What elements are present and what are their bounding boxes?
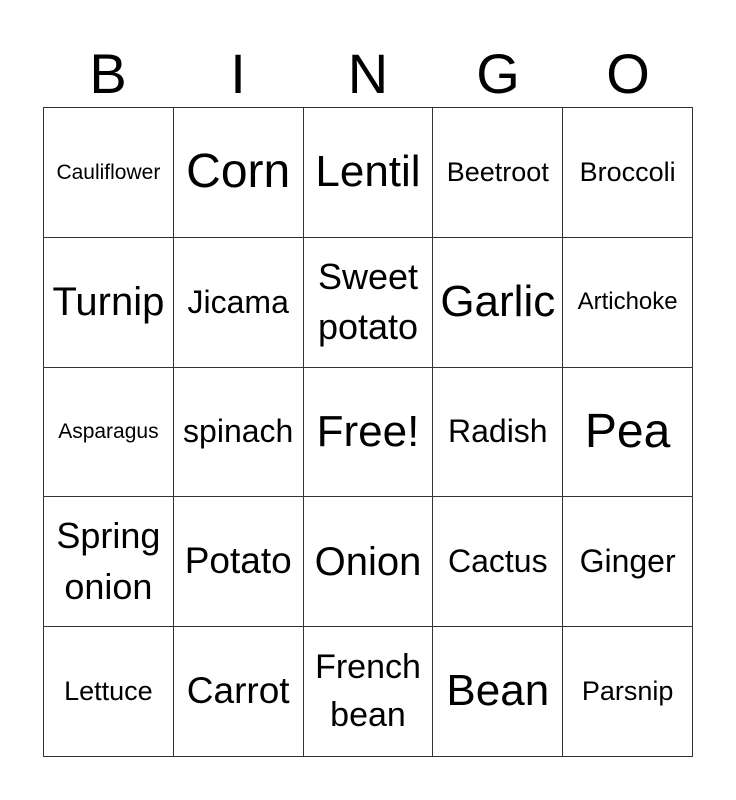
bingo-cell[interactable] (433, 368, 563, 498)
bingo-cell[interactable] (433, 497, 563, 627)
cell-label: Lentil (315, 147, 421, 197)
bingo-cell[interactable] (44, 108, 174, 238)
bingo-cell[interactable] (304, 108, 434, 238)
cell-label: Sweet potato (317, 255, 419, 348)
bingo-cell[interactable] (433, 238, 563, 368)
cell-label: Carrot (186, 670, 290, 712)
bingo-cell[interactable] (174, 238, 304, 368)
cell-label: Ginger (579, 543, 676, 580)
bingo-cell[interactable] (44, 238, 174, 368)
bingo-cell[interactable] (563, 627, 693, 757)
free-space: Free! (316, 406, 420, 456)
bingo-cell[interactable] (563, 238, 693, 368)
cell-label: Radish (447, 413, 548, 450)
bingo-cell[interactable] (433, 108, 563, 238)
cell-label: Jicama (187, 283, 289, 320)
bingo-cell[interactable] (304, 627, 434, 757)
cell-label: Cactus (447, 543, 548, 580)
cell-label: Garlic (440, 277, 556, 326)
cell-label: French bean (315, 648, 421, 734)
cell-label: Potato (184, 540, 292, 582)
header-letter-o: O (606, 42, 650, 105)
bingo-cell[interactable] (174, 108, 304, 238)
bingo-cell[interactable] (304, 238, 434, 368)
header-letter-n: N (347, 42, 389, 105)
bingo-cell[interactable] (44, 368, 174, 498)
cell-label: Cauliflower (56, 160, 161, 184)
bingo-cell[interactable] (304, 497, 434, 627)
bingo-cell[interactable] (563, 497, 693, 627)
cell-label: Parsnip (581, 675, 674, 706)
bingo-cell[interactable] (433, 627, 563, 757)
bingo-cell[interactable] (563, 108, 693, 238)
bingo-cell[interactable] (174, 627, 304, 757)
header-letter-i: I (230, 42, 246, 105)
cell-label: Bean (446, 666, 550, 716)
cell-label: Asparagus (58, 420, 159, 444)
bingo-cell[interactable] (174, 368, 304, 498)
bingo-cell[interactable] (174, 497, 304, 627)
cell-label: Onion (314, 539, 422, 584)
cell-label: Turnip (52, 280, 165, 325)
cell-label: Spring onion (56, 515, 161, 607)
cell-label: Corn (186, 145, 291, 198)
header-letter-g: G (476, 42, 520, 105)
cell-label: Artichoke (577, 288, 678, 315)
bingo-cell[interactable] (304, 368, 434, 498)
cell-label: Lettuce (64, 675, 153, 706)
bingo-cell[interactable] (44, 497, 174, 627)
bingo-header (43, 40, 693, 108)
cell-label: spinach (183, 413, 294, 450)
bingo-cell[interactable] (563, 368, 693, 498)
cell-label: Pea (584, 404, 671, 458)
bingo-cell[interactable] (44, 627, 174, 757)
header-letter-b: B (89, 42, 127, 105)
cell-label: Beetroot (446, 156, 549, 187)
bingo-board (43, 107, 693, 757)
cell-label: Broccoli (579, 156, 676, 187)
